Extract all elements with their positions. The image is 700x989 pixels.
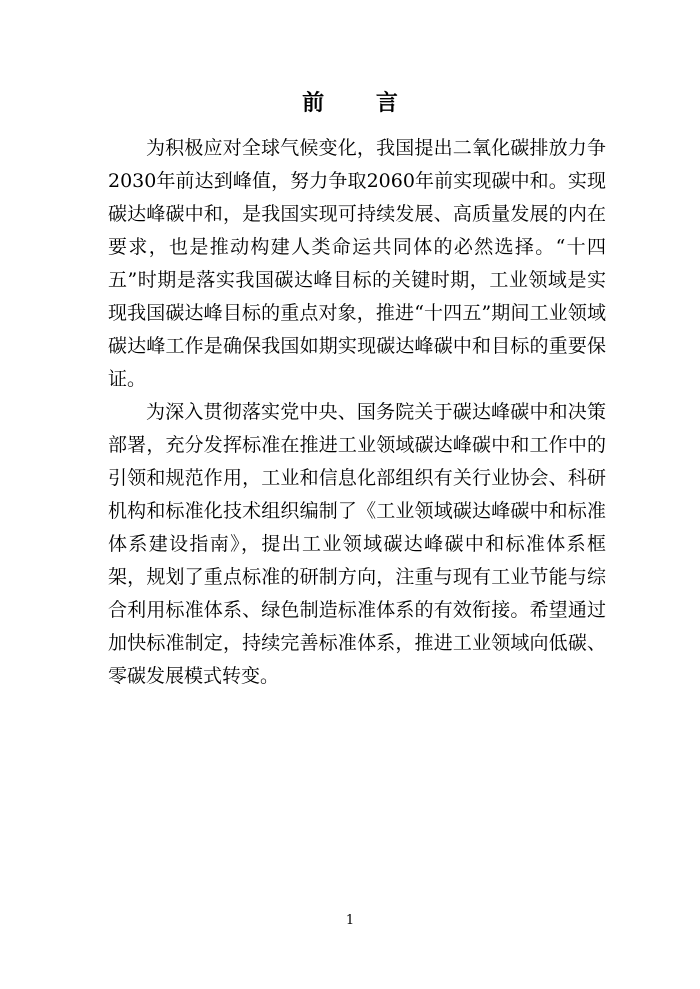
paragraph-2: 为深入贯彻落实党中央、国务院关于碳达峰碳中和决策部署，充分发挥标准在推进工业领域碳达峰碳中和工作中的引领和规范作用，工业和信息化部组织有关行业协会、科研机构和标准化技术组织编制了《工业领域碳达峰碳中和标准体系建设指南》，提出工业领域碳达峰碳中和标准体系框架，规划了重点标准的研制方向，注重与现有工业节能与综合利用标准体系、绿色制造标准体系的有效衔接。希望通过加快标准制定，持续完善标准体系，推进工业领域向低碳、零碳发展模式转变。 (108, 401, 606, 687)
document-body (108, 132, 606, 693)
paragraph-1: 为积极应对全球气候变化，我国提出二氧化碳排放力争2030年前达到峰值，努力争取2060年前实现碳中和。实现碳达峰碳中和，是我国实现可持续发展、高质量发展的内在要求，也是推动构建人类命运共同体的必然选择。“十四五”时期是落实我国碳达峰目标的关键时期，工业领域是实现我国碳达峰目标的重点对象，推进“十四五”期间工业领域碳达峰工作是确保我国如期实现碳达峰碳中和目标的重要保证。 (108, 137, 606, 390)
page-number: 1 (345, 913, 355, 928)
page-title: 前 言 (302, 90, 420, 116)
